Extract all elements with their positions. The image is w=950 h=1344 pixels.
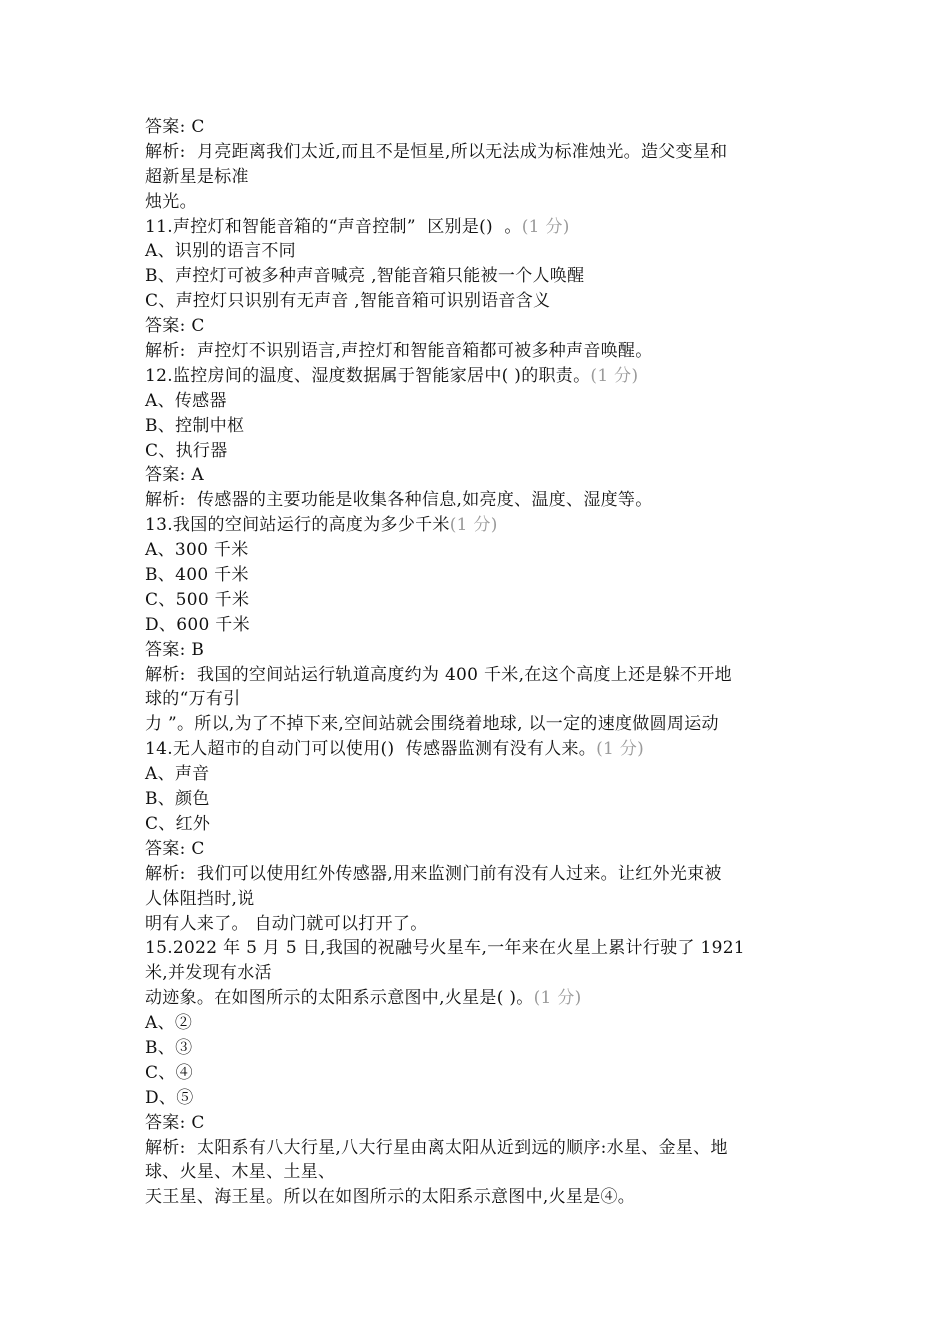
text-line <box>145 1061 815 1086</box>
line-text: 答案: C <box>145 117 205 137</box>
line-text: 解析: 传感器的主要功能是收集各种信息,如亮度、温度、湿度等。 <box>145 490 653 511</box>
text-line <box>145 289 815 314</box>
text-line <box>145 663 815 688</box>
line-text: B、声控灯可被多种声音喊亮 ,智能音箱只能被一个人唤醒 <box>145 266 585 287</box>
line-text: A、声音 <box>145 764 210 785</box>
line-text: C、500 千米 <box>145 589 250 610</box>
line-text: 动迹象。在如图所示的太阳系示意图中,火星是( )。 <box>145 988 534 1009</box>
text-line <box>145 638 815 663</box>
line-text: 烛光。 <box>145 191 197 212</box>
text-line <box>145 1011 815 1036</box>
text-line <box>145 1185 815 1210</box>
line-text: 球、火星、木星、土星、 <box>145 1162 336 1183</box>
line-text: B、400 千米 <box>145 565 249 586</box>
text-line <box>145 588 815 613</box>
text-line <box>145 215 815 240</box>
line-text: A、传感器 <box>145 390 227 411</box>
line-text: 解析: 月亮距离我们太近,而且不是恒星,所以无法成为标准烛光。造父变星和 <box>145 141 728 162</box>
line-text: 解析: 声控灯不识别语言,声控灯和智能音箱都可被多种声音唤醒。 <box>145 341 653 362</box>
text-line <box>145 115 815 140</box>
text-line <box>145 414 815 439</box>
text-line <box>145 1160 815 1185</box>
score-label: (1 分) <box>533 988 582 1009</box>
line-text: A、300 千米 <box>145 540 249 561</box>
line-text: 人体阻挡时,说 <box>145 888 255 909</box>
text-line <box>145 762 815 787</box>
line-text: 明有人来了。 自动门就可以打开了。 <box>145 913 428 934</box>
line-text: D、⑤ <box>145 1087 194 1108</box>
text-line <box>145 165 815 190</box>
line-text: B、③ <box>145 1037 193 1058</box>
text-line <box>145 538 815 563</box>
line-text: 球的“万有引 <box>145 689 241 710</box>
text-line <box>145 986 815 1011</box>
text-line <box>145 961 815 986</box>
line-text: 超新星是标准 <box>145 166 249 187</box>
line-text: 11.声控灯和智能音箱的“声音控制” 区别是() 。 <box>145 216 522 237</box>
line-text: 答案: C <box>145 1112 205 1133</box>
line-text: 12.监控房间的温度、湿度数据属于智能家居中( )的职责。 <box>145 365 591 386</box>
text-line <box>145 488 815 513</box>
score-label: (1 分) <box>449 515 498 536</box>
score-label: (1 分) <box>590 365 639 386</box>
text-line <box>145 439 815 464</box>
line-text: 天王星、海王星。所以在如图所示的太阳系示意图中,火星是④。 <box>145 1187 636 1208</box>
text-line <box>145 513 815 538</box>
line-text: 答案: A <box>145 465 204 486</box>
text-line <box>145 837 815 862</box>
score-label: (1 分) <box>596 739 645 760</box>
text-line <box>145 887 815 912</box>
line-text: 答案: C <box>145 838 205 859</box>
line-text: C、红外 <box>145 813 211 834</box>
line-text: 答案: B <box>145 639 205 660</box>
text-line <box>145 737 815 762</box>
line-text: C、④ <box>145 1062 193 1083</box>
text-line <box>145 339 815 364</box>
text-line <box>145 1036 815 1061</box>
line-text: 力 ”。所以,为了不掉下来,空间站就会围绕着地球, 以一定的速度做圆周运动 <box>145 714 719 735</box>
line-text: D、600 千米 <box>145 614 250 635</box>
line-text: B、控制中枢 <box>145 415 245 436</box>
line-text: A、识别的语言不同 <box>145 241 296 262</box>
text-line <box>145 1086 815 1111</box>
line-text: 解析: 太阳系有八大行星,八大行星由离太阳从近到远的顺序:水星、金星、地 <box>145 1137 728 1158</box>
text-line <box>145 912 815 937</box>
text-line <box>145 389 815 414</box>
text-line <box>145 712 815 737</box>
line-text: C、声控灯只识别有无声音 ,智能音箱可识别语音含义 <box>145 291 551 312</box>
line-text: 解析: 我们可以使用红外传感器,用来监测门前有没有人过来。让红外光束被 <box>145 863 722 884</box>
text-line <box>145 812 815 837</box>
text-line <box>145 563 815 588</box>
line-text: 答案: C <box>145 316 205 337</box>
text-line <box>145 190 815 215</box>
text-line <box>145 787 815 812</box>
text-line <box>145 239 815 264</box>
document-body <box>145 115 815 1210</box>
line-text: 14.无人超市的自动门可以使用() 传感器监测有没有人来。 <box>145 739 597 760</box>
text-line <box>145 1111 815 1136</box>
line-text: 米,并发现有水活 <box>145 963 272 984</box>
text-line <box>145 140 815 165</box>
text-line <box>145 463 815 488</box>
line-text: 15.2022 年 5 月 5 日,我国的祝融号火星车,一年来在火星上累计行驶了 1921 <box>145 938 745 959</box>
line-text: 13.我国的空间站运行的高度为多少千米 <box>145 515 450 536</box>
line-text: A、② <box>145 1013 193 1034</box>
text-line <box>145 1136 815 1161</box>
text-line <box>145 862 815 887</box>
text-line <box>145 264 815 289</box>
line-text: B、颜色 <box>145 789 210 810</box>
text-line <box>145 314 815 339</box>
line-text: 解析: 我国的空间站运行轨道高度约为 400 千米,在这个高度上还是躲不开地 <box>145 664 732 685</box>
text-line <box>145 364 815 389</box>
text-line <box>145 687 815 712</box>
text-line <box>145 613 815 638</box>
text-line <box>145 936 815 961</box>
line-text: C、执行器 <box>145 440 228 461</box>
score-label: (1 分) <box>521 216 570 237</box>
